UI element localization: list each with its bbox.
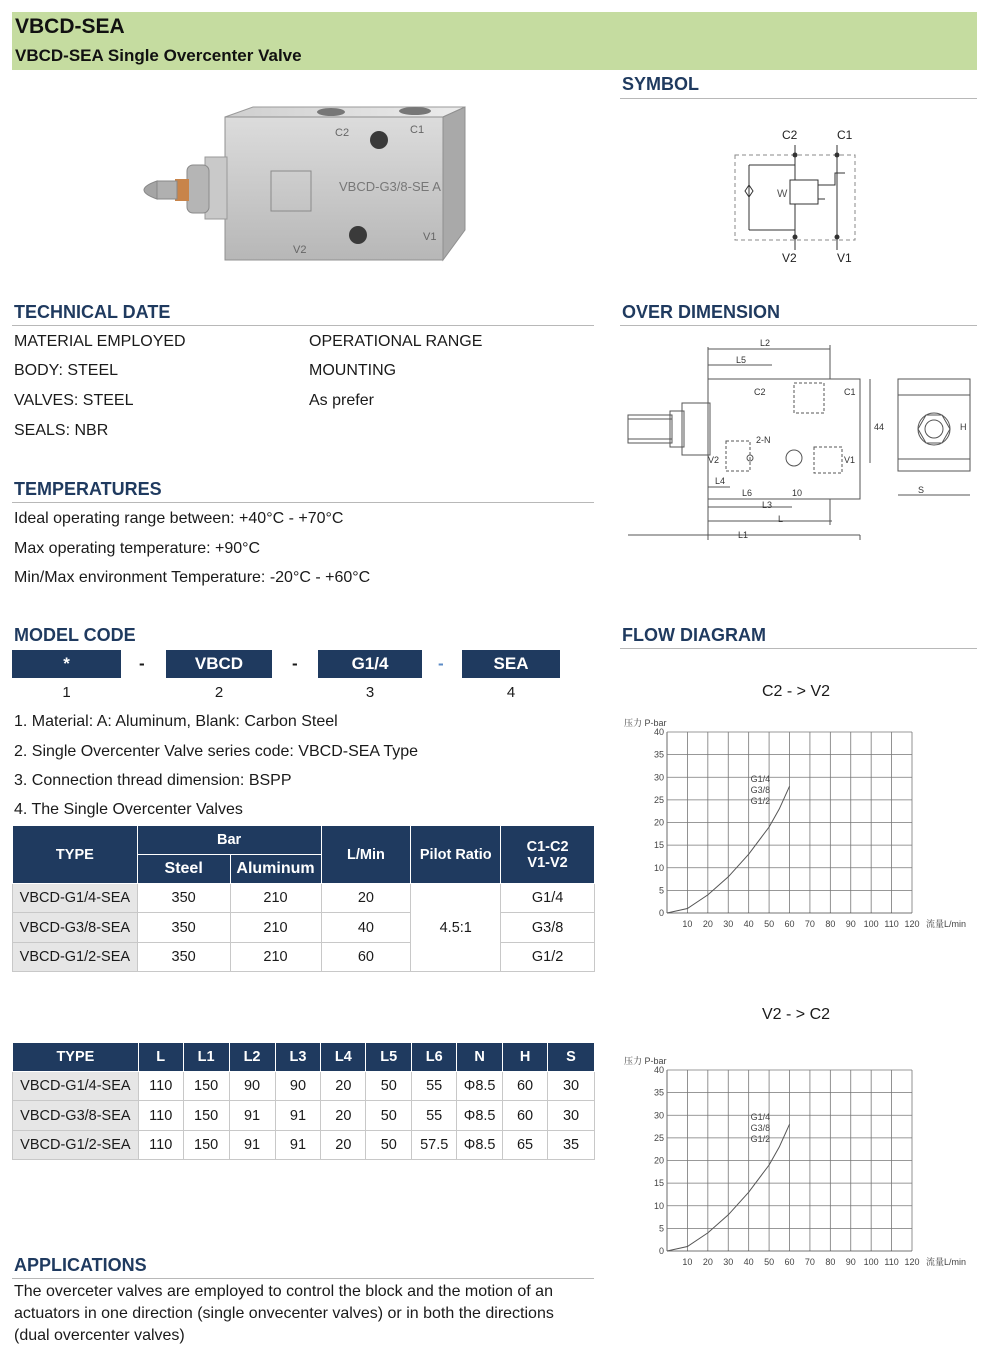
dim-l3: L3 [762, 500, 773, 510]
dim-cell: 65 [503, 1131, 548, 1160]
chart1-title: C2 - > V2 [762, 683, 831, 700]
table-row [13, 1101, 595, 1131]
x-tick-label: 70 [804, 919, 815, 929]
dim-cell: 30 [548, 1101, 595, 1131]
model-note-2: 2. Single Overcenter Valve series code: VBCD-SEA Type [14, 743, 419, 760]
model-code-sep-1: - [139, 654, 145, 673]
dim-44: 44 [874, 422, 885, 432]
specs-cell-lmin: 20 [321, 884, 411, 913]
model-note-1: 1. Material: A: Aluminum, Blank: Carbon Steel [14, 713, 338, 730]
dim-cell: 57.5 [412, 1131, 457, 1160]
model-code-num-1: 1 [62, 684, 71, 701]
tech-seals: SEALS: NBR [14, 422, 109, 439]
dim-header-5: L4 [321, 1043, 366, 1072]
model-note-3: 3. Connection thread dimension: BSPP [14, 772, 292, 789]
x-tick-label: 80 [825, 1257, 836, 1267]
dim-cell: Φ8.5 [457, 1131, 503, 1160]
x-tick-label: 30 [723, 1257, 734, 1267]
dim-header-4: L3 [275, 1043, 321, 1072]
image-label-c1: C1 [410, 124, 425, 136]
dim-header-7: L6 [412, 1043, 457, 1072]
dim-cell: 110 [138, 1101, 183, 1131]
dim-c1: C1 [844, 387, 856, 397]
x-tick-label: 50 [764, 919, 775, 929]
model-code-heading: MODEL CODE [14, 625, 136, 645]
symbol-w: W [777, 188, 788, 200]
specs-cell-type: VBCD-G3/8-SEA [13, 913, 138, 943]
applications-line-2: actuators in one direction (single onvecenter valves) or in both the directions [14, 1305, 554, 1322]
specs-cell-steel: 350 [137, 884, 230, 913]
header-banner [12, 12, 977, 70]
specs-header-steel: Steel [137, 855, 230, 884]
y-tick-label: 0 [658, 908, 664, 918]
model-code-thread-box: G1/4 [318, 650, 422, 678]
dim-10: 10 [792, 488, 803, 498]
model-code-sep-2: - [292, 654, 298, 673]
y-tick-label: 15 [653, 1178, 664, 1189]
specs-cell-port: G3/8 [501, 913, 595, 943]
flow-chart-c2-v2 [622, 705, 977, 935]
specs-cell-aluminum: 210 [230, 943, 321, 972]
x-tick-label: 90 [845, 1257, 856, 1267]
dim-header-6: L5 [366, 1043, 412, 1072]
specs-cell-port: G1/2 [501, 943, 595, 972]
y-tick-label: 35 [653, 1087, 664, 1098]
dim-c2: C2 [754, 387, 766, 397]
model-code-material-box: * [12, 650, 121, 678]
dim-cell: Φ8.5 [457, 1072, 503, 1101]
specs-cell-aluminum: 210 [230, 913, 321, 943]
dim-v2: V2 [708, 455, 720, 465]
dim-cell: 20 [321, 1131, 366, 1160]
dim-cell: 30 [548, 1072, 595, 1101]
y-tick-label: 30 [653, 1110, 664, 1121]
specs-header-ports-2: V1-V2 [527, 854, 568, 871]
y-tick-label: 25 [653, 794, 664, 805]
tech-as-prefer: As prefer [309, 392, 374, 409]
dim-cell: VBCD-G1/4-SEA [13, 1072, 139, 1101]
dim-cell: VBCD-G3/8-SEA [13, 1101, 139, 1131]
dim-h: H [960, 422, 967, 432]
y-tick-label: 40 [653, 727, 664, 737]
x-tick-label: 100 [863, 919, 879, 929]
specs-cell-steel: 350 [137, 943, 230, 972]
dim-cell: 91 [275, 1101, 321, 1131]
x-tick-label: 70 [804, 1257, 815, 1267]
y-tick-label: 40 [653, 1065, 664, 1075]
dim-header-9: H [503, 1043, 548, 1072]
dim-header-2: L1 [183, 1043, 229, 1072]
dim-l: L [778, 514, 784, 524]
x-axis-label: 流量L/min [926, 919, 967, 929]
model-code-sep-3: - [438, 654, 444, 673]
y-tick-label: 15 [653, 840, 664, 851]
specs-header-pilot: Pilot Ratio [411, 826, 501, 884]
image-label-c2: C2 [335, 127, 350, 139]
dimension-heading: OVER DIMENSION [622, 302, 781, 322]
specs-cell-aluminum: 210 [230, 884, 321, 913]
x-tick-label: 60 [784, 919, 795, 929]
dim-cell: 110 [138, 1131, 183, 1160]
specs-cell-type: VBCD-G1/2-SEA [13, 943, 138, 972]
specs-cell-port: G1/4 [501, 884, 595, 913]
legend-label: G1/2 [750, 795, 771, 806]
technical-heading: TECHNICAL DATE [14, 302, 171, 322]
dim-header-8: N [457, 1043, 503, 1072]
x-tick-label: 90 [845, 919, 856, 929]
dim-cell: 91 [229, 1131, 275, 1160]
x-tick-label: 50 [764, 1257, 775, 1267]
dim-l5: L5 [736, 355, 747, 365]
x-tick-label: 40 [743, 1257, 754, 1267]
dim-cell: Φ8.5 [457, 1101, 503, 1131]
x-tick-label: 10 [682, 1257, 693, 1267]
y-tick-label: 25 [653, 1132, 664, 1143]
dim-cell: 150 [183, 1072, 229, 1101]
dim-v1: V1 [844, 455, 856, 465]
y-tick-label: 5 [658, 1223, 664, 1234]
x-tick-label: 110 [884, 919, 899, 929]
symbol-v2: V2 [782, 251, 797, 265]
flow-chart-v2-c2 [622, 1043, 977, 1273]
x-axis-label: 流量L/min [926, 1257, 967, 1267]
symbol-heading: SYMBOL [622, 74, 700, 94]
dimensions-table [12, 1042, 595, 1160]
table-row [13, 1072, 595, 1101]
tech-material: MATERIAL EMPLOYED [14, 333, 186, 350]
model-note-4: 4. The Single Overcenter Valves [14, 801, 243, 818]
temp-env: Min/Max environment Temperature: -20°C - +60°C [14, 569, 371, 586]
x-tick-label: 60 [784, 1257, 795, 1267]
symbol-c2: C2 [782, 128, 798, 142]
applications-line-1: The overceter valves are employed to control the block and the motion of an [14, 1283, 553, 1300]
x-tick-label: 20 [702, 1257, 713, 1267]
chart2-title: V2 - > C2 [762, 1006, 831, 1023]
dim-cell: 150 [183, 1131, 229, 1160]
specs-header-bar: Bar [137, 826, 321, 855]
model-code-num-2: 2 [214, 684, 224, 701]
table-row [13, 1131, 595, 1160]
x-tick-label: 10 [682, 919, 693, 929]
specs-cell-steel: 350 [137, 913, 230, 943]
dim-l6: L6 [742, 488, 753, 498]
image-label-v1: V1 [423, 231, 437, 243]
dim-cell: 60 [503, 1072, 548, 1101]
y-axis-label: 压力 P-bar [624, 1056, 667, 1066]
specs-header-ports [501, 826, 595, 884]
dim-cell: 50 [366, 1101, 412, 1131]
dim-l2: L2 [760, 338, 771, 348]
dim-cell: 50 [366, 1131, 412, 1160]
legend-label: G1/2 [750, 1133, 771, 1144]
y-tick-label: 10 [653, 1200, 664, 1211]
specs-cell-lmin: 40 [321, 913, 411, 943]
x-tick-label: 20 [702, 919, 713, 929]
dim-header-3: L2 [229, 1043, 275, 1072]
model-code-series-box: VBCD [166, 650, 272, 678]
specs-header-ports-1: C1-C2 [526, 838, 569, 855]
dim-cell: 20 [321, 1072, 366, 1101]
product-title: VBCD-SEA Single Overcenter Valve [15, 46, 302, 65]
dim-cell: 50 [366, 1072, 412, 1101]
valve-product-image [125, 95, 475, 270]
dim-l4: L4 [715, 476, 726, 486]
y-axis-label: 压力 P-bar [624, 718, 667, 728]
y-tick-label: 35 [653, 749, 664, 760]
specs-cell-pilot: 4.5:1 [411, 884, 501, 972]
product-code: VBCD-SEA [15, 15, 125, 38]
y-tick-label: 10 [653, 862, 664, 873]
temp-ideal: Ideal operating range between: +40°C - +70°C [14, 510, 344, 527]
dim-cell: 90 [275, 1072, 321, 1101]
tech-operational-range: OPERATIONAL RANGE [309, 333, 483, 350]
specs-header-type: TYPE [13, 826, 138, 884]
y-tick-label: 20 [653, 817, 664, 828]
dimension-drawing [622, 335, 977, 550]
specs-cell-lmin: 60 [321, 943, 411, 972]
hydraulic-symbol [725, 125, 865, 270]
dim-cell: 20 [321, 1101, 366, 1131]
legend-label: G1/4 [750, 773, 771, 784]
dim-cell: 60 [503, 1101, 548, 1131]
tech-body: BODY: STEEL [14, 362, 119, 379]
flow-heading: FLOW DIAGRAM [622, 625, 766, 645]
symbol-v1: V1 [837, 251, 852, 265]
x-tick-label: 40 [743, 919, 754, 929]
dim-2n: 2-N [756, 435, 771, 445]
temp-max: Max operating temperature: +90°C [14, 540, 261, 557]
dim-l1: L1 [738, 530, 749, 540]
dim-cell: 55 [412, 1101, 457, 1131]
model-code-type-box: SEA [462, 650, 560, 678]
y-tick-label: 5 [658, 885, 664, 896]
symbol-rule [620, 98, 977, 99]
y-tick-label: 30 [653, 772, 664, 783]
specs-cell-type: VBCD-G1/4-SEA [13, 884, 138, 913]
legend-label: G3/8 [750, 784, 771, 795]
x-tick-label: 100 [863, 1257, 879, 1267]
tech-valves: VALVES: STEEL [14, 392, 134, 409]
image-label-v2: V2 [293, 244, 307, 256]
temperatures-rule [12, 502, 594, 503]
applications-line-3: (dual overcenter valves) [14, 1327, 185, 1344]
dim-header-1: L [138, 1043, 183, 1072]
temperatures-heading: TEMPERATURES [14, 479, 162, 499]
specs-header-aluminum: Aluminum [230, 855, 321, 884]
dim-s: S [918, 485, 925, 495]
symbol-c1: C1 [837, 128, 853, 142]
dim-header-0: TYPE [13, 1043, 139, 1072]
x-tick-label: 110 [884, 1257, 899, 1267]
dim-header-10: S [548, 1043, 595, 1072]
applications-heading: APPLICATIONS [14, 1255, 147, 1275]
y-tick-label: 20 [653, 1155, 664, 1166]
dim-cell: 110 [138, 1072, 183, 1101]
dim-cell: VBCD-G1/2-SEA [13, 1131, 139, 1160]
model-code-num-4: 4 [506, 684, 516, 701]
specs-table [12, 825, 595, 972]
dim-cell: 150 [183, 1101, 229, 1131]
model-code-num-3: 3 [365, 684, 375, 701]
legend-label: G3/8 [750, 1122, 771, 1133]
table-row [13, 913, 595, 943]
image-model-engraving: VBCD-G3/8-SE A [339, 179, 441, 194]
dim-cell: 55 [412, 1072, 457, 1101]
dimension-rule [620, 325, 977, 326]
x-tick-label: 120 [904, 1257, 920, 1267]
table-row [13, 943, 595, 972]
x-tick-label: 30 [723, 919, 734, 929]
dim-cell: 35 [548, 1131, 595, 1160]
tech-mounting: MOUNTING [309, 362, 397, 379]
x-tick-label: 80 [825, 919, 836, 929]
dim-cell: 91 [229, 1101, 275, 1131]
table-row [13, 884, 595, 913]
legend-label: G1/4 [750, 1111, 771, 1122]
applications-rule [12, 1278, 594, 1279]
dim-cell: 91 [275, 1131, 321, 1160]
flow-rule [620, 648, 977, 649]
dim-cell: 90 [229, 1072, 275, 1101]
x-tick-label: 120 [904, 919, 920, 929]
y-tick-label: 0 [658, 1246, 664, 1256]
specs-header-lmin: L/Min [321, 826, 411, 884]
technical-rule [12, 325, 594, 326]
